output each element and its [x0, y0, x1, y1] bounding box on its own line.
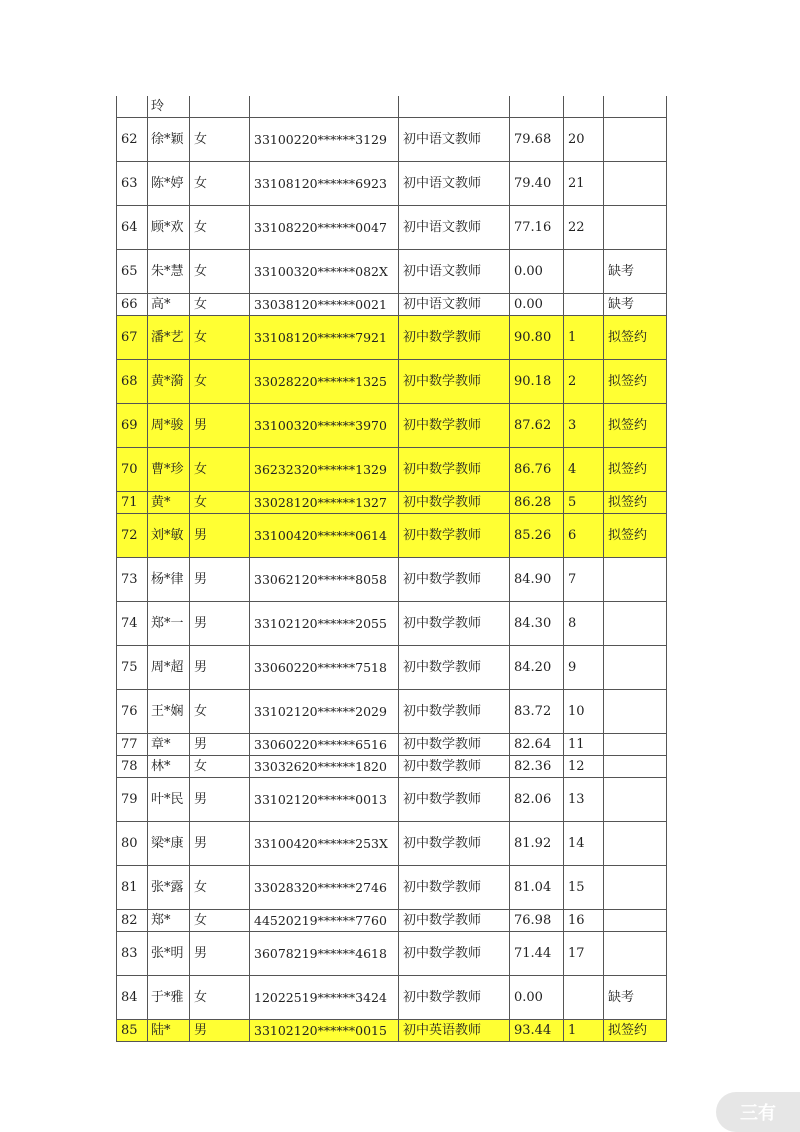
cell-id: 33100420******0614: [250, 514, 399, 558]
cell-note: [604, 778, 667, 822]
cell-score: 82.64: [510, 734, 564, 756]
table-row: [117, 932, 667, 976]
cell-id: 33108120******6923: [250, 162, 399, 206]
cell-no: 75: [117, 646, 148, 690]
cell-position: 初中数学教师: [399, 360, 510, 404]
cell-name: 陈*婷: [148, 162, 190, 206]
cell-id: 33032620******1820: [250, 756, 399, 778]
cell-score: [510, 96, 564, 118]
cell-name: 于*雅: [148, 976, 190, 1020]
cell-no: 72: [117, 514, 148, 558]
cell-id: 33102120******0015: [250, 1020, 399, 1042]
cell-id: 33028320******2746: [250, 866, 399, 910]
cell-id: 36232320******1329: [250, 448, 399, 492]
cell-rank: 10: [564, 690, 604, 734]
cell-note: [604, 162, 667, 206]
cell-name: 张*露: [148, 866, 190, 910]
cell-position: 初中数学教师: [399, 976, 510, 1020]
cell-name: 朱*慧: [148, 250, 190, 294]
cell-id: 44520219******7760: [250, 910, 399, 932]
cell-rank: 21: [564, 162, 604, 206]
table-row: [117, 756, 667, 778]
cell-note: 拟签约: [604, 492, 667, 514]
watermark-text: 三有: [740, 1103, 776, 1124]
cell-position: 初中数学教师: [399, 316, 510, 360]
cell-position: 初中数学教师: [399, 404, 510, 448]
cell-id: 36078219******4618: [250, 932, 399, 976]
cell-name: 梁*康: [148, 822, 190, 866]
cell-name: 陆*: [148, 1020, 190, 1042]
cell-name: 徐*颖: [148, 118, 190, 162]
cell-note: 缺考: [604, 294, 667, 316]
cell-no: 78: [117, 756, 148, 778]
cell-note: 拟签约: [604, 404, 667, 448]
cell-no: 65: [117, 250, 148, 294]
cell-name: 潘*艺: [148, 316, 190, 360]
table-row: [117, 778, 667, 822]
table-row: [117, 976, 667, 1020]
table-body: [117, 96, 667, 1042]
cell-gender: 男: [190, 932, 250, 976]
cell-id: 33108120******7921: [250, 316, 399, 360]
cell-score: 86.76: [510, 448, 564, 492]
cell-rank: 15: [564, 866, 604, 910]
table-row: [117, 866, 667, 910]
cell-name: 杨*律: [148, 558, 190, 602]
cell-name: 叶*民: [148, 778, 190, 822]
cell-gender: 男: [190, 1020, 250, 1042]
cell-gender: 女: [190, 910, 250, 932]
cell-id: 33028220******1325: [250, 360, 399, 404]
cell-score: 90.80: [510, 316, 564, 360]
cell-position: 初中数学教师: [399, 932, 510, 976]
cell-rank: 9: [564, 646, 604, 690]
cell-score: 79.40: [510, 162, 564, 206]
table-row: [117, 514, 667, 558]
cell-id: 33100420******253X: [250, 822, 399, 866]
cell-score: 87.62: [510, 404, 564, 448]
cell-no: 79: [117, 778, 148, 822]
cell-rank: [564, 294, 604, 316]
cell-rank: 4: [564, 448, 604, 492]
cell-score: 84.30: [510, 602, 564, 646]
cell-id: 33102120******2029: [250, 690, 399, 734]
cell-no: 83: [117, 932, 148, 976]
cell-id: 12022519******3424: [250, 976, 399, 1020]
cell-note: [604, 822, 667, 866]
table-row: [117, 558, 667, 602]
cell-rank: [564, 96, 604, 118]
cell-rank: 12: [564, 756, 604, 778]
cell-score: 0.00: [510, 250, 564, 294]
cell-gender: 男: [190, 514, 250, 558]
cell-no: 64: [117, 206, 148, 250]
cell-note: 拟签约: [604, 448, 667, 492]
cell-name: 林*: [148, 756, 190, 778]
cell-gender: 男: [190, 822, 250, 866]
cell-name: 刘*敏: [148, 514, 190, 558]
cell-position: [399, 96, 510, 118]
cell-note: 拟签约: [604, 360, 667, 404]
cell-rank: [564, 976, 604, 1020]
cell-no: 71: [117, 492, 148, 514]
cell-id: 33102120******2055: [250, 602, 399, 646]
table-row: [117, 96, 667, 118]
table-row: [117, 690, 667, 734]
cell-score: 81.04: [510, 866, 564, 910]
cell-score: 82.36: [510, 756, 564, 778]
table-row: [117, 822, 667, 866]
cell-gender: 女: [190, 316, 250, 360]
cell-position: 初中数学教师: [399, 602, 510, 646]
cell-note: [604, 602, 667, 646]
cell-no: 62: [117, 118, 148, 162]
cell-no: 84: [117, 976, 148, 1020]
table-row: [117, 602, 667, 646]
cell-gender: 男: [190, 734, 250, 756]
cell-position: 初中数学教师: [399, 778, 510, 822]
cell-name: 玲: [148, 96, 190, 118]
cell-position: 初中语文教师: [399, 206, 510, 250]
cell-no: 63: [117, 162, 148, 206]
cell-id: 33060220******6516: [250, 734, 399, 756]
cell-gender: 女: [190, 162, 250, 206]
cell-note: [604, 866, 667, 910]
cell-note: 缺考: [604, 250, 667, 294]
table-row: [117, 250, 667, 294]
cell-name: 曹*珍: [148, 448, 190, 492]
cell-position: 初中语文教师: [399, 250, 510, 294]
cell-name: 周*骏: [148, 404, 190, 448]
cell-score: 71.44: [510, 932, 564, 976]
table-row: [117, 206, 667, 250]
cell-note: 拟签约: [604, 514, 667, 558]
cell-no: 73: [117, 558, 148, 602]
cell-score: 79.68: [510, 118, 564, 162]
cell-rank: 20: [564, 118, 604, 162]
cell-note: [604, 558, 667, 602]
cell-note: [604, 910, 667, 932]
cell-id: 33100220******3129: [250, 118, 399, 162]
cell-note: [604, 118, 667, 162]
cell-score: 0.00: [510, 976, 564, 1020]
cell-score: 85.26: [510, 514, 564, 558]
table-row: [117, 360, 667, 404]
cell-no: 69: [117, 404, 148, 448]
table-row: [117, 910, 667, 932]
table-row: [117, 448, 667, 492]
cell-name: 郑*一: [148, 602, 190, 646]
cell-rank: [564, 250, 604, 294]
cell-name: 高*: [148, 294, 190, 316]
cell-position: 初中数学教师: [399, 558, 510, 602]
cell-id: 33108220******0047: [250, 206, 399, 250]
cell-no: 80: [117, 822, 148, 866]
watermark-badge[interactable]: [716, 1092, 800, 1132]
cell-rank: 2: [564, 360, 604, 404]
cell-score: 90.18: [510, 360, 564, 404]
cell-no: 85: [117, 1020, 148, 1042]
cell-id: 33060220******7518: [250, 646, 399, 690]
cell-id: 33100320******3970: [250, 404, 399, 448]
cell-position: 初中数学教师: [399, 492, 510, 514]
cell-rank: 14: [564, 822, 604, 866]
cell-name: 章*: [148, 734, 190, 756]
cell-no: 70: [117, 448, 148, 492]
table-row: [117, 294, 667, 316]
cell-gender: 男: [190, 602, 250, 646]
cell-gender: 女: [190, 250, 250, 294]
cell-position: 初中数学教师: [399, 514, 510, 558]
cell-position: 初中语文教师: [399, 162, 510, 206]
cell-gender: 女: [190, 294, 250, 316]
cell-rank: 1: [564, 1020, 604, 1042]
cell-id: 33102120******0013: [250, 778, 399, 822]
cell-rank: 16: [564, 910, 604, 932]
table-row: [117, 404, 667, 448]
table-row: [117, 492, 667, 514]
cell-position: 初中数学教师: [399, 448, 510, 492]
cell-gender: 女: [190, 492, 250, 514]
cell-rank: 11: [564, 734, 604, 756]
cell-position: 初中英语教师: [399, 1020, 510, 1042]
cell-gender: 女: [190, 448, 250, 492]
table-row: [117, 1020, 667, 1042]
cell-gender: 男: [190, 646, 250, 690]
cell-position: 初中数学教师: [399, 910, 510, 932]
cell-score: 77.16: [510, 206, 564, 250]
cell-position: 初中数学教师: [399, 822, 510, 866]
cell-no: 81: [117, 866, 148, 910]
table-row: [117, 316, 667, 360]
cell-note: [604, 756, 667, 778]
cell-rank: 13: [564, 778, 604, 822]
cell-score: 84.90: [510, 558, 564, 602]
cell-gender: 女: [190, 690, 250, 734]
cell-rank: 8: [564, 602, 604, 646]
cell-gender: 女: [190, 118, 250, 162]
table-row: [117, 646, 667, 690]
cell-rank: 5: [564, 492, 604, 514]
cell-name: 顾*欢: [148, 206, 190, 250]
cell-note: 拟签约: [604, 316, 667, 360]
cell-no: 76: [117, 690, 148, 734]
cell-score: 83.72: [510, 690, 564, 734]
cell-no: 74: [117, 602, 148, 646]
cell-score: 84.20: [510, 646, 564, 690]
cell-position: 初中数学教师: [399, 690, 510, 734]
cell-no: 67: [117, 316, 148, 360]
cell-gender: 女: [190, 866, 250, 910]
cell-score: 81.92: [510, 822, 564, 866]
cell-score: 93.44: [510, 1020, 564, 1042]
cell-note: [604, 206, 667, 250]
cell-id: 33062120******8058: [250, 558, 399, 602]
cell-gender: 女: [190, 360, 250, 404]
cell-id: [250, 96, 399, 118]
cell-rank: 22: [564, 206, 604, 250]
cell-id: 33038120******0021: [250, 294, 399, 316]
cell-name: 张*明: [148, 932, 190, 976]
cell-score: 0.00: [510, 294, 564, 316]
cell-gender: [190, 96, 250, 118]
cell-note: 缺考: [604, 976, 667, 1020]
cell-gender: 女: [190, 756, 250, 778]
cell-position: 初中数学教师: [399, 756, 510, 778]
cell-name: 黄*: [148, 492, 190, 514]
cell-note: [604, 690, 667, 734]
cell-no: 82: [117, 910, 148, 932]
cell-name: 黄*漪: [148, 360, 190, 404]
cell-note: 拟签约: [604, 1020, 667, 1042]
cell-note: [604, 932, 667, 976]
cell-gender: 女: [190, 206, 250, 250]
cell-position: 初中数学教师: [399, 646, 510, 690]
candidate-table: [116, 96, 667, 1042]
cell-name: 王*娴: [148, 690, 190, 734]
cell-no: 77: [117, 734, 148, 756]
cell-rank: 6: [564, 514, 604, 558]
cell-gender: 男: [190, 778, 250, 822]
cell-no: 66: [117, 294, 148, 316]
cell-name: 周*超: [148, 646, 190, 690]
cell-note: [604, 734, 667, 756]
cell-gender: 男: [190, 404, 250, 448]
cell-id: 33100320******082X: [250, 250, 399, 294]
cell-name: 郑*: [148, 910, 190, 932]
cell-gender: 女: [190, 976, 250, 1020]
cell-score: 76.98: [510, 910, 564, 932]
cell-no: 68: [117, 360, 148, 404]
table-row: [117, 118, 667, 162]
cell-rank: 17: [564, 932, 604, 976]
cell-position: 初中语文教师: [399, 118, 510, 162]
cell-id: 33028120******1327: [250, 492, 399, 514]
cell-note: [604, 96, 667, 118]
cell-rank: 3: [564, 404, 604, 448]
cell-no: [117, 96, 148, 118]
cell-gender: 男: [190, 558, 250, 602]
cell-position: 初中数学教师: [399, 866, 510, 910]
cell-note: [604, 646, 667, 690]
cell-rank: 7: [564, 558, 604, 602]
cell-score: 82.06: [510, 778, 564, 822]
table-row: [117, 162, 667, 206]
cell-position: 初中语文教师: [399, 294, 510, 316]
cell-score: 86.28: [510, 492, 564, 514]
table-row: [117, 734, 667, 756]
cell-position: 初中数学教师: [399, 734, 510, 756]
cell-rank: 1: [564, 316, 604, 360]
